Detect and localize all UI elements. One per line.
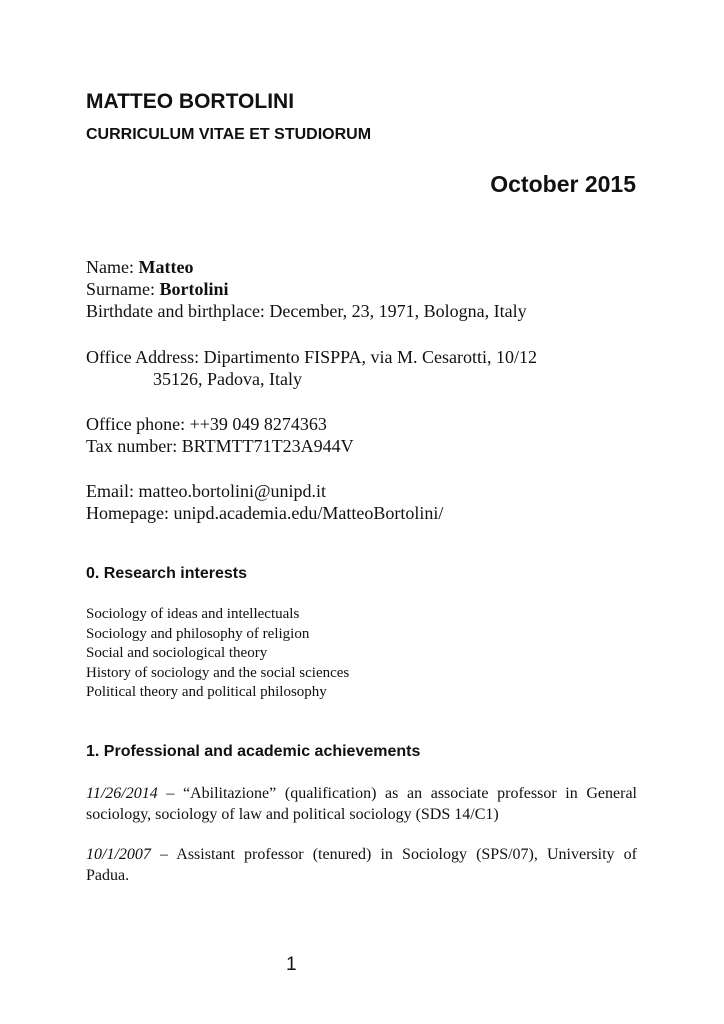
research-item: Political theory and political philosophy (86, 684, 327, 700)
email-line[interactable]: Email: matteo.bortolini@unipd.it (86, 481, 327, 501)
contact-block (86, 480, 443, 524)
achievements-section-title: 1. Professional and academic achievements (86, 743, 421, 760)
research-item: Sociology and philosophy of religion (86, 625, 310, 642)
surname-value: Bortolini (159, 279, 229, 299)
office-address-line: Office Address: Dipartimento FISPPA, via M. Cesarotti, 10/12 (86, 347, 537, 367)
achievement-entry (86, 783, 637, 825)
surname-label: Surname: (86, 279, 160, 299)
name-value: Matteo (138, 257, 194, 277)
research-list (86, 605, 349, 703)
office-address-line-2: 35126, Padova, Italy (153, 369, 302, 389)
page-number: 1 (286, 954, 297, 975)
cv-subtitle: CURRICULUM VITAE ET STUDIORUM (86, 126, 372, 143)
name-label: Name: (86, 257, 139, 277)
office-phone-line: Office phone: ++39 049 8274363 (86, 414, 327, 434)
achievement-text: – “Abilitazione” (qualification) as an associate professor in General sociology, sociology of law and political sociology (SDS 14/C1) (86, 785, 637, 823)
research-item: History of sociology and the social sciences (86, 664, 350, 681)
research-section-title: 0. Research interests (86, 565, 247, 582)
achievement-entry (86, 844, 637, 886)
birth-line: Birthdate and birthplace: December, 23, 1971, Bologna, Italy (86, 301, 527, 321)
cv-author-name: MATTEO BORTOLINI (86, 90, 295, 113)
research-item: Social and sociological theory (86, 645, 268, 661)
homepage-line[interactable]: Homepage: unipd.academia.edu/MatteoBortolini/ (86, 503, 444, 523)
tax-number-line: Tax number: BRTMTT71T23A944V (86, 436, 354, 456)
name-line (86, 256, 527, 278)
achievement-date: 10/1/2007 (86, 846, 151, 863)
achievement-text: – Assistant professor (tenured) in Sociology (SPS/07), University of Padua. (86, 846, 637, 884)
cv-date: October 2015 (490, 171, 636, 197)
phone-tax-block (86, 413, 354, 457)
surname-line (86, 278, 527, 300)
office-address-block (86, 346, 537, 390)
research-item: Sociology of ideas and intellectuals (86, 606, 300, 622)
personal-info-block (86, 256, 527, 322)
achievement-date: 11/26/2014 (86, 785, 158, 802)
